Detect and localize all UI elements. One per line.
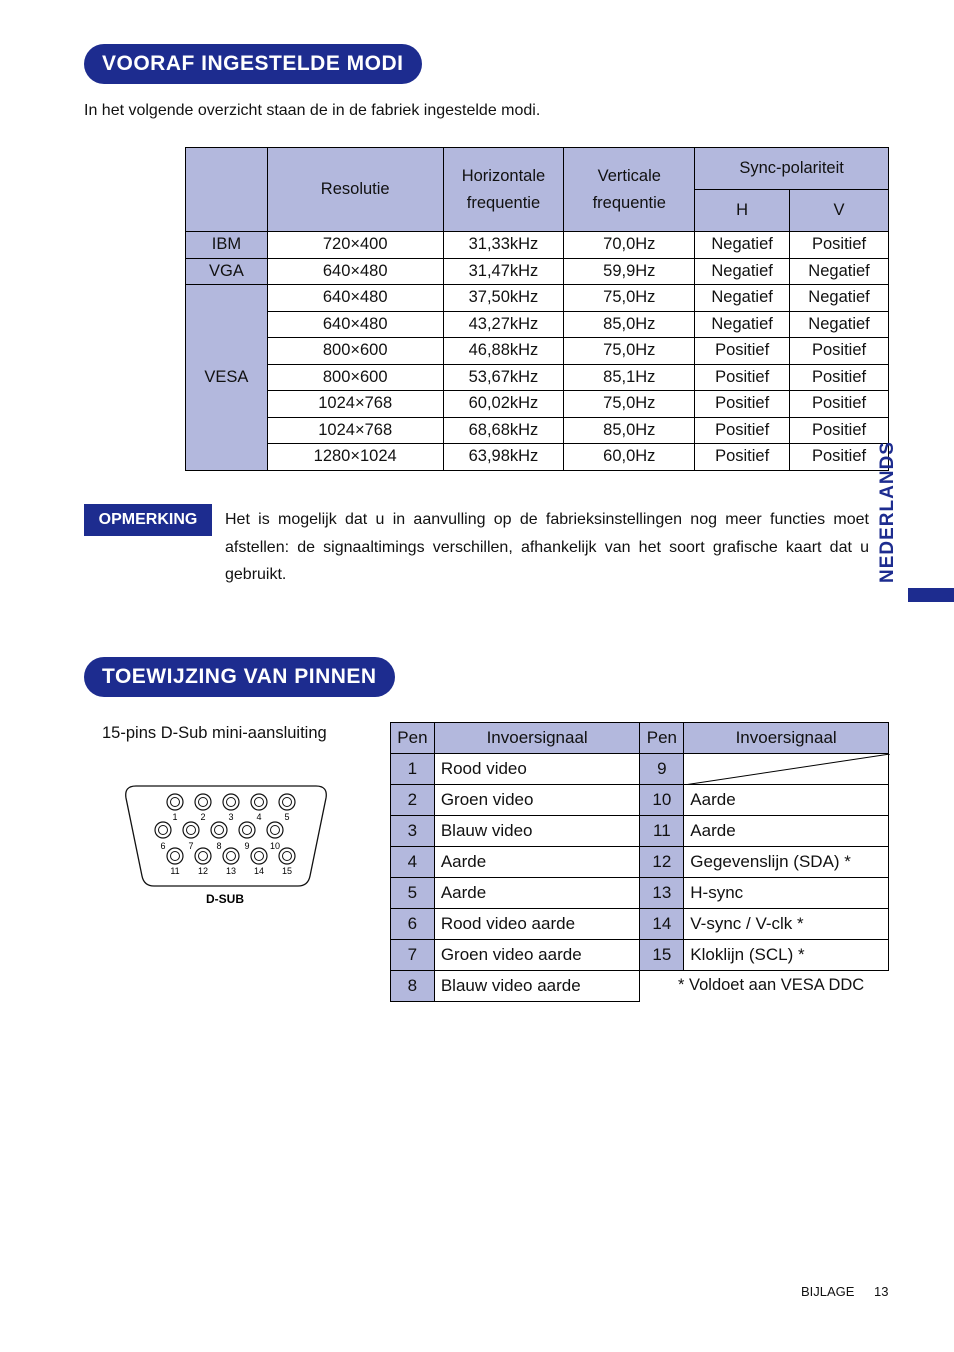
cell-vfreq: 85,1Hz xyxy=(564,364,695,391)
pin-number: 11 xyxy=(640,816,684,847)
cell-resolution: 640×480 xyxy=(267,258,443,285)
table-row xyxy=(186,285,889,312)
pin-number: 13 xyxy=(640,878,684,909)
footer-page-number: 13 xyxy=(874,1284,889,1299)
connector-pin-label: 8 xyxy=(216,841,222,851)
pin-number: 14 xyxy=(640,909,684,940)
intro-text: In het volgende overzicht staan de in de fabriek ingestelde modi. xyxy=(84,102,541,119)
cell-sync-v: Positief xyxy=(790,391,889,418)
table-row xyxy=(186,444,889,471)
note-badge: OPMERKING xyxy=(84,504,212,536)
header-signal-left: Invoersignaal xyxy=(434,723,640,754)
pin-number: 7 xyxy=(391,940,435,971)
pin-number: 2 xyxy=(391,785,435,816)
cell-resolution: 1024×768 xyxy=(267,417,443,444)
table-row xyxy=(186,417,889,444)
cell-sync-v: Positief xyxy=(790,338,889,365)
pin-number: 5 xyxy=(391,878,435,909)
header-vertical-frequency xyxy=(564,148,695,232)
cell-sync-h: Positief xyxy=(695,391,790,418)
cell-hfreq: 68,68kHz xyxy=(443,417,564,444)
cell-vfreq: 59,9Hz xyxy=(564,258,695,285)
cell-sync-h: Negatief xyxy=(695,311,790,338)
pin-table-header xyxy=(391,723,889,754)
footer-section: BIJLAGE xyxy=(801,1284,855,1299)
pin-number: 3 xyxy=(391,816,435,847)
connector-pin xyxy=(251,794,267,810)
cell-sync-h: Positief xyxy=(695,364,790,391)
pin-signal: V-sync / V-clk * xyxy=(684,909,889,940)
header-sync-v: V xyxy=(790,190,889,232)
table-row xyxy=(391,878,889,909)
cell-sync-v: Negatief xyxy=(790,311,889,338)
cell-hfreq: 63,98kHz xyxy=(443,444,564,471)
cell-resolution: 640×480 xyxy=(267,311,443,338)
table-row xyxy=(186,338,889,365)
connector-pin xyxy=(279,794,295,810)
cell-hfreq: 60,02kHz xyxy=(443,391,564,418)
pin-signal: H-sync xyxy=(684,878,889,909)
header-hfreq-line2: frequentie xyxy=(466,193,541,212)
connector-pin xyxy=(251,848,267,864)
diagonal-line xyxy=(684,754,890,785)
connector-pin xyxy=(167,794,183,810)
cell-sync-v: Negatief xyxy=(790,258,889,285)
pin-signal: Blauw video aarde xyxy=(434,971,640,1002)
pin-number: 8 xyxy=(391,971,435,1002)
pin-signal-not-connected xyxy=(684,754,889,785)
cell-hfreq: 53,67kHz xyxy=(443,364,564,391)
cell-resolution: 800×600 xyxy=(267,338,443,365)
table-row xyxy=(186,232,889,259)
vesa-ddc-footnote: * Voldoet aan VESA DDC xyxy=(678,976,865,994)
pin-number: 15 xyxy=(640,940,684,971)
pin-signal: Aarde xyxy=(434,878,640,909)
cell-hfreq: 31,33kHz xyxy=(443,232,564,259)
header-vfreq-line1: Verticale xyxy=(597,166,661,185)
table-row xyxy=(186,364,889,391)
cell-sync-h: Negatief xyxy=(695,232,790,259)
cell-hfreq: 37,50kHz xyxy=(443,285,564,312)
connector-pin-label: 11 xyxy=(170,866,180,876)
pin-signal: Aarde xyxy=(684,816,889,847)
connector-pin xyxy=(183,822,199,838)
table-row xyxy=(186,258,889,285)
table-row xyxy=(186,391,889,418)
cell-resolution: 720×400 xyxy=(267,232,443,259)
cell-hfreq: 31,47kHz xyxy=(443,258,564,285)
connector-pin-label: 3 xyxy=(228,812,234,822)
cell-sync-h: Negatief xyxy=(695,285,790,312)
cell-vfreq: 85,0Hz xyxy=(564,417,695,444)
pin-signal: Rood video xyxy=(434,754,640,785)
connector-pin-label: 4 xyxy=(256,812,262,822)
connector-pin xyxy=(223,794,239,810)
section-title-preset-modes: VOORAF INGESTELDE MODI xyxy=(84,44,422,84)
table-row xyxy=(391,909,889,940)
connector-pin xyxy=(223,848,239,864)
connector-pin xyxy=(239,822,255,838)
header-pen-left: Pen xyxy=(391,723,435,754)
connector-pin xyxy=(211,822,227,838)
connector-caption: 15-pins D-Sub mini-aansluiting xyxy=(102,724,327,742)
cell-resolution: 800×600 xyxy=(267,364,443,391)
connector-pin-label: 10 xyxy=(269,841,281,851)
cell-hfreq: 43,27kHz xyxy=(443,311,564,338)
pin-number: 6 xyxy=(391,909,435,940)
cell-vfreq: 70,0Hz xyxy=(564,232,695,259)
connector-pin-label: 15 xyxy=(281,866,293,876)
connector-pin-label: 1 xyxy=(172,812,178,822)
cell-sync-v: Positief xyxy=(790,232,889,259)
cell-sync-h: Negatief xyxy=(695,258,790,285)
header-resolution: Resolutie xyxy=(267,148,443,232)
connector-pin xyxy=(279,848,295,864)
note-text: Het is mogelijk dat u in aanvulling op de fabrieksinstellingen nog meer functies moet afstellen: de signaaltimings verschillen, afhankelijk van het soort grafische kaart dat u gebruikt. xyxy=(225,511,869,583)
cell-sync-v: Positief xyxy=(790,364,889,391)
preset-modes-table xyxy=(185,147,889,471)
table-row xyxy=(391,847,889,878)
pin-signal: Aarde xyxy=(684,785,889,816)
header-hfreq-line1: Horizontale xyxy=(461,166,546,185)
cell-sync-h: Positief xyxy=(695,338,790,365)
header-signal-right: Invoersignaal xyxy=(684,723,889,754)
cell-sync-v: Positief xyxy=(790,444,889,471)
cell-vfreq: 75,0Hz xyxy=(564,285,695,312)
header-group-blank xyxy=(186,148,268,232)
connector-pin xyxy=(195,848,211,864)
table-row xyxy=(391,754,889,785)
section-title-pin-assignment: TOEWIJZING VAN PINNEN xyxy=(84,657,395,697)
table-row xyxy=(391,816,889,847)
table-row xyxy=(186,311,889,338)
header-vfreq-line2: frequentie xyxy=(592,193,666,212)
header-sync-h: H xyxy=(695,190,790,232)
cell-resolution: 1024×768 xyxy=(267,391,443,418)
cell-vfreq: 85,0Hz xyxy=(564,311,695,338)
pin-number: 9 xyxy=(640,754,684,785)
group-ibm: IBM xyxy=(186,232,268,259)
pin-signal: Blauw video xyxy=(434,816,640,847)
connector-pin-label: 12 xyxy=(197,866,209,876)
cell-vfreq: 60,0Hz xyxy=(564,444,695,471)
header-sync-polarity: Sync-polariteit xyxy=(695,148,889,190)
connector-pin xyxy=(195,794,211,810)
pin-signal: Rood video aarde xyxy=(434,909,640,940)
pin-number: 10 xyxy=(640,785,684,816)
cell-resolution: 1280×1024 xyxy=(267,444,443,471)
pin-signal: Groen video xyxy=(434,785,640,816)
cell-vfreq: 75,0Hz xyxy=(564,338,695,365)
pin-signal: Kloklijn (SCL) * xyxy=(684,940,889,971)
pin-number: 12 xyxy=(640,847,684,878)
group-vesa: VESA xyxy=(186,285,268,471)
language-tab-marker xyxy=(908,588,954,602)
pin-number: 4 xyxy=(391,847,435,878)
table-row xyxy=(391,940,889,971)
cell-sync-v: Negatief xyxy=(790,285,889,312)
group-vga: VGA xyxy=(186,258,268,285)
connector-pin-label: 5 xyxy=(284,812,290,822)
header-pen-right: Pen xyxy=(640,723,684,754)
table-row xyxy=(391,785,889,816)
connector-pin-label: 14 xyxy=(253,866,265,876)
cell-vfreq: 75,0Hz xyxy=(564,391,695,418)
connector-label: D-SUB xyxy=(206,892,244,906)
connector-pin-label: 9 xyxy=(244,841,250,851)
dsub-connector-diagram xyxy=(118,780,334,910)
connector-pin-label: 6 xyxy=(160,841,166,851)
pin-signal: Groen video aarde xyxy=(434,940,640,971)
pin-signal: Aarde xyxy=(434,847,640,878)
cell-hfreq: 46,88kHz xyxy=(443,338,564,365)
pin-signal: Gegevenslijn (SDA) * xyxy=(684,847,889,878)
cell-sync-h: Positief xyxy=(695,417,790,444)
connector-pin xyxy=(155,822,171,838)
cell-sync-h: Positief xyxy=(695,444,790,471)
connector-pin xyxy=(267,822,283,838)
connector-pin-label: 13 xyxy=(225,866,237,876)
pin-assignment-table xyxy=(390,722,889,1002)
cell-sync-v: Positief xyxy=(790,417,889,444)
connector-pin-label: 2 xyxy=(200,812,206,822)
cell-resolution: 640×480 xyxy=(267,285,443,312)
connector-pin xyxy=(167,848,183,864)
language-tab-label: NEDERLANDS xyxy=(877,441,898,583)
pin-number: 1 xyxy=(391,754,435,785)
connector-pin-label: 7 xyxy=(188,841,194,851)
header-horizontal-frequency xyxy=(443,148,564,232)
